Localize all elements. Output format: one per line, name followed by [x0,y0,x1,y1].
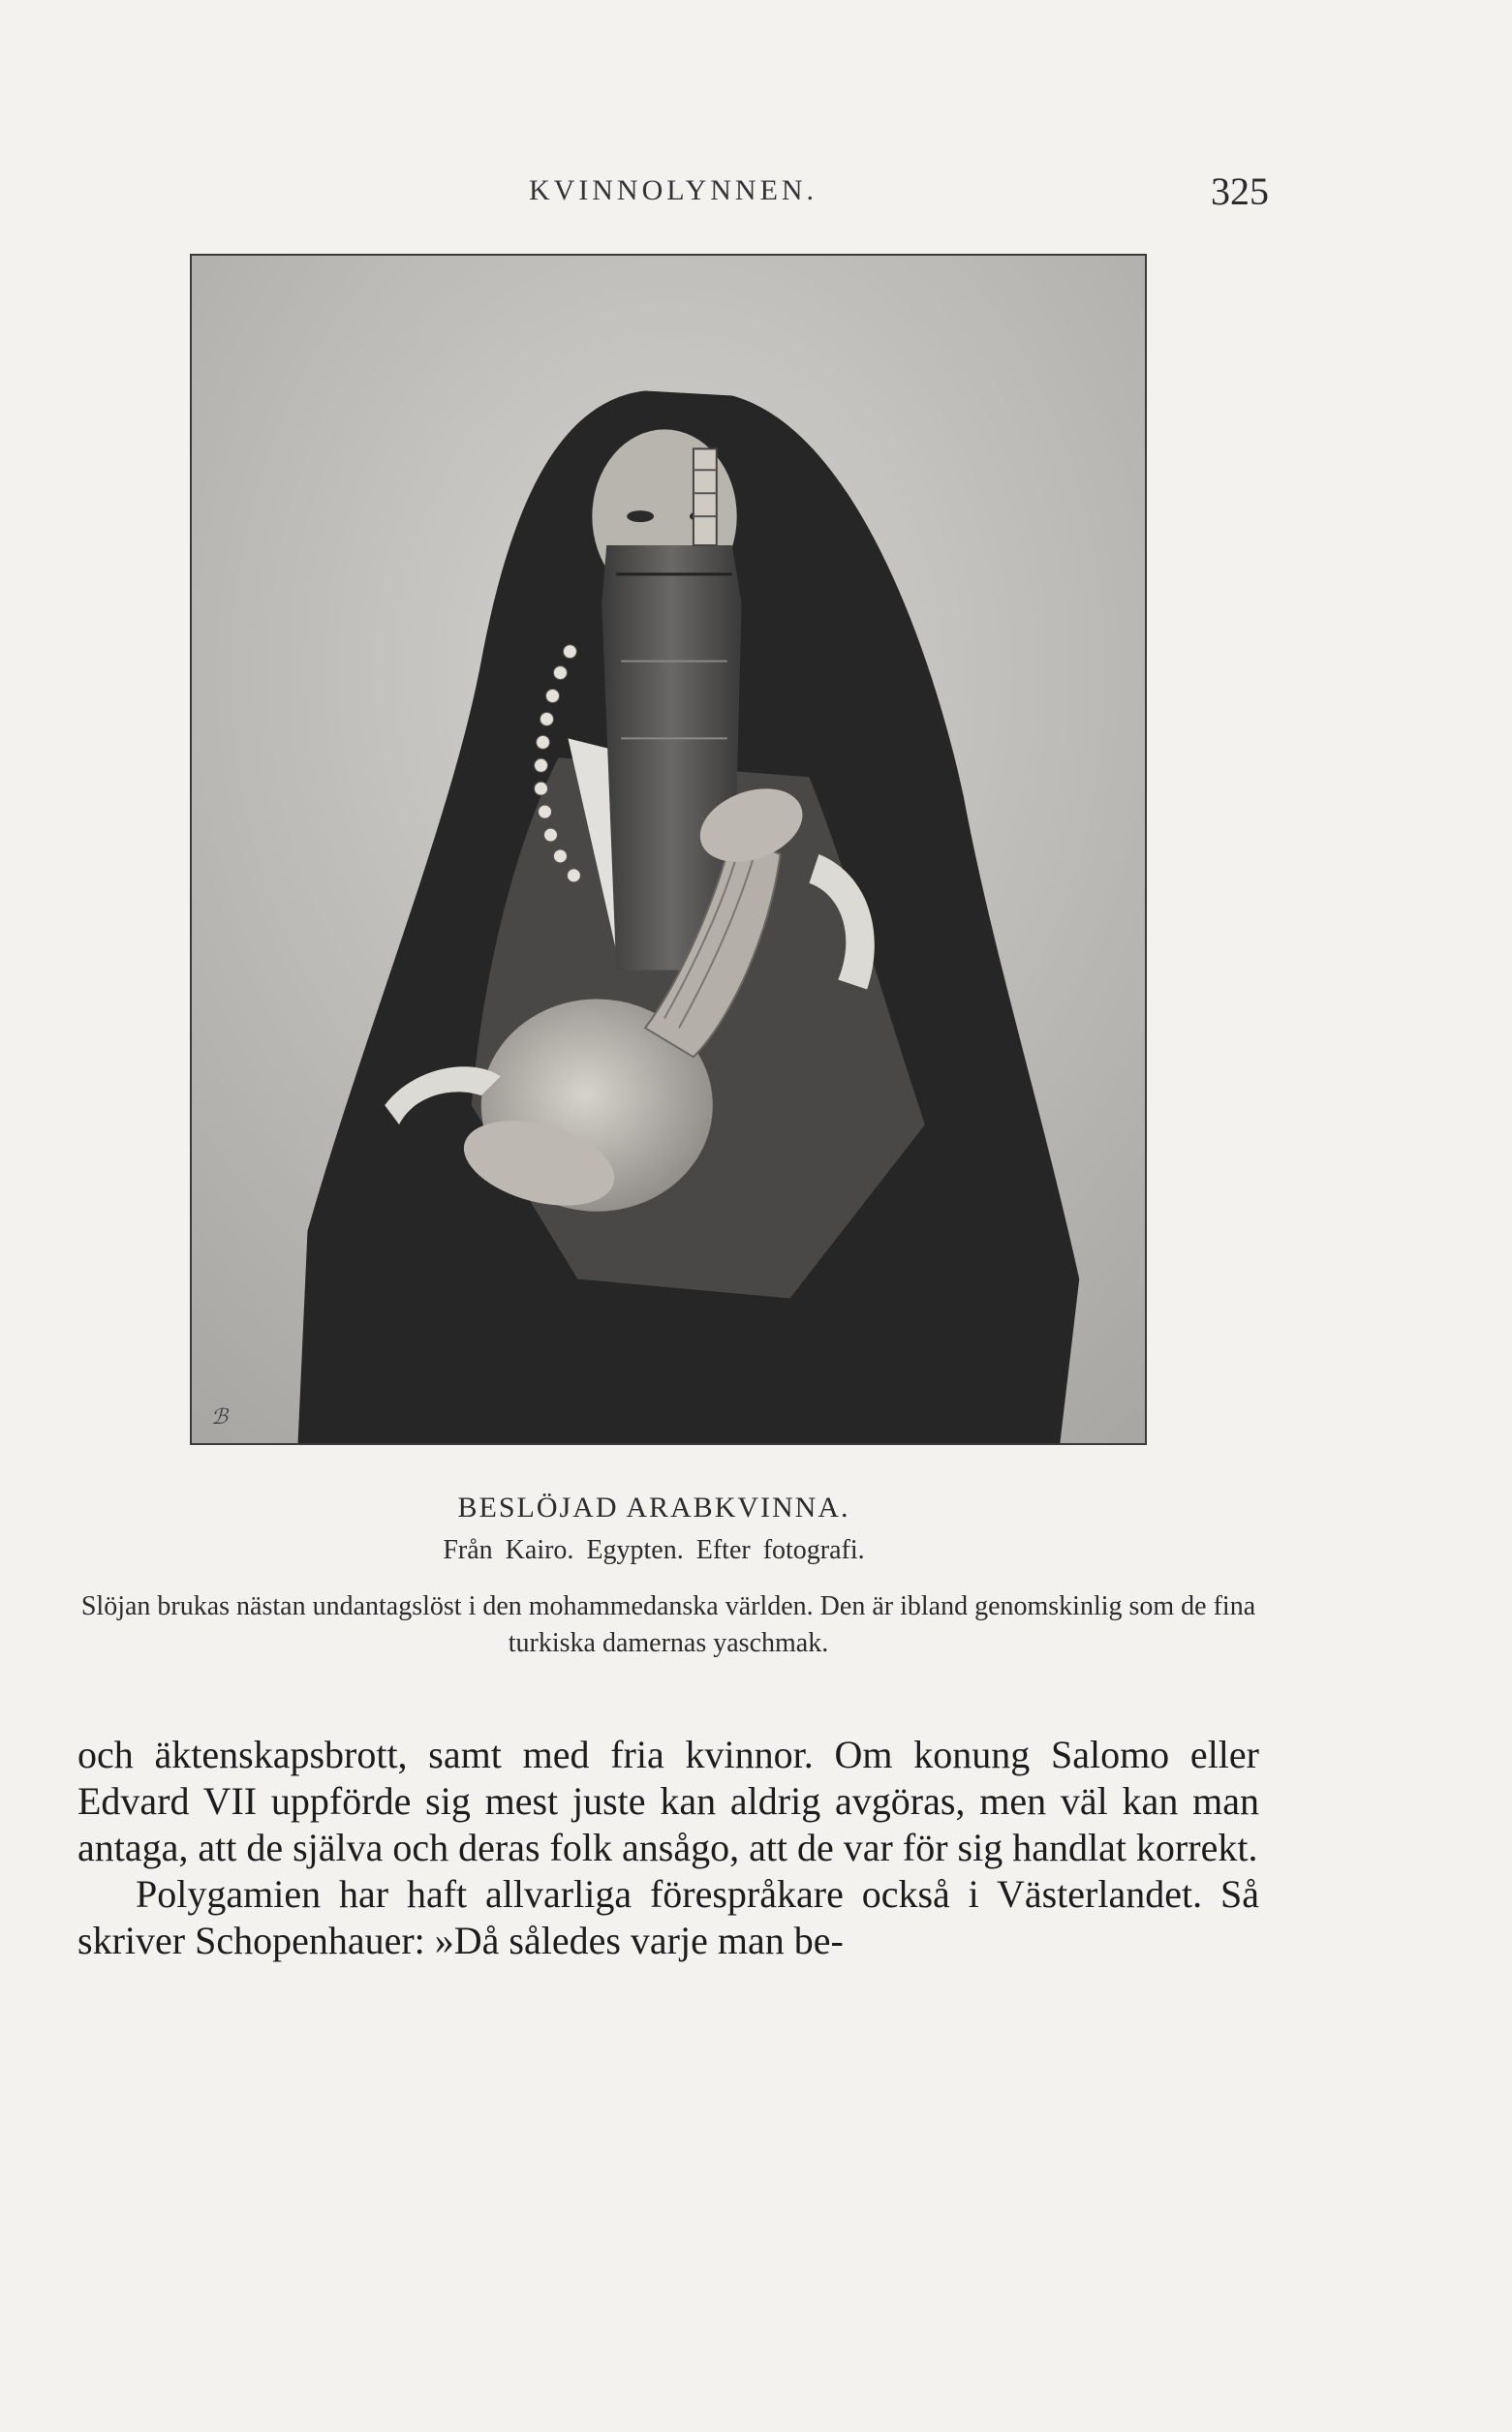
photo-plate [190,254,1147,1445]
running-head [77,169,1269,223]
page-number: 325 [1211,169,1269,213]
svg-text:ℬ: ℬ [210,1405,229,1431]
paragraph-2: Polygamien har haft allvarliga förespråkare också i Västerlandet. Så skriver Schopenhauer: »Då således varje man be- [77,1872,1259,1962]
body-text [77,1732,1259,1964]
paragraph-1: och äktenskapsbrott, samt med fria kvinnor. Om konung Salomo eller Edvard VII uppförde sig mest juste kan aldrig avgöras, men väl kan man antaga, att de själva och deras folk ansågo, att de var för sig handlat korrekt. [77,1733,1259,1869]
veiled-woman-photo [192,256,1145,1443]
running-title: KVINNOLYNNEN. [528,174,818,206]
caption-title: BESLÖJAD ARABKVINNA. [457,1492,850,1524]
caption-note: Slöjan brukas nästan undantagslöst i den mohammedanska världen. Den är ibland genomskinlig som de fina turkiska damernas yaschmak. [80,1591,1256,1658]
caption-source: Från Kairo. Egypten. Efter fotografi. [443,1535,865,1565]
